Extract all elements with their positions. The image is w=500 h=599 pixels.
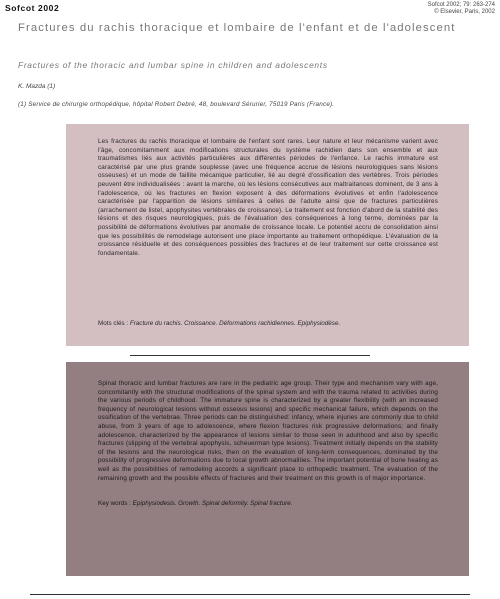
title-french: Fractures du rachis thoracique et lombaire de l'enfant et de l'adolescent (18, 22, 456, 34)
citation-line: Sofcot 2002; 79: 263-274 (427, 2, 495, 8)
keywords-terms: Epiphysiodesis. Growth. Spinal deformity. Spinal fracture. (132, 500, 293, 507)
abstract-english-text: Spinal thoracic and lumbar fractures are rare in the pediatric age group. Their type and mechanism vary with age, concomitantly with the structural modifications of the spinal system and with the trauma related to activities during the various periods of childhood. The immature spine is characterized by a greater flexibility (with an increased frequency of neurological lesions without osseous lesions) and specific mechanical failure, which depends on the ossification of the vertebrae. Three periods can be distinguished: infancy, where injuries are commonly due to child abuse, from 3 years of age to adolescence, where flexion fractures risk progressive deformations; and finally adolescence, characterized by the appearance of lesions similar to those seen in adulthood and also by specific fractures (slipping of the vertebral apophysis, scheuerman type lesions). Treatment initially depends on the stability of the lesions and the neurological risks, then on the evaluation of long-term consequences, dominated by the possibility of progressive deformations due to local growth abnormalities. The important potential of bone healing as well as the possibilities of remodeling accords a significant place to orthopedic treatment. The evaluation of the remaining growth and the possible effects of fractures and their treatment on this growth is of major importance. (98, 380, 438, 482)
abstract-french-box (66, 124, 469, 346)
keywords-english (98, 500, 438, 509)
section-divider (130, 355, 370, 356)
abstract-french-text: Les fractures du rachis thoracique et lombaire de l'enfant sont rares. Leur nature et leur mécanisme varient avec l'âge, concomitamment aux modifications structurales du système rachidien dans son ensemble et aux traumatismes liés aux activités particulières aux différentes périodes de l'enfance. Le rachis immature est caractérisé par une plus grande souplesse (avec une fréquence accrue de lésions neurologiques sans lésions osseuses) et un mode de faillite mécanique particulier, lié au degré d'ossification des vertèbres. Trois périodes peuvent être individualisées : avant la marche, où les lésions consécutives aux maltraitances dominent, de 3 ans à l'adolescence, où les fractures en flexion exposent à des déformations évolutives et enfin l'adolescence caractérisée par l'apparition de lésions similaires à celles de l'adulte ainsi que de fractures particulières (arrachement de listel, apophysites vertébrales de croissance). Le traitement est fonction d'abord de la stabilité des lésions et des risques neurologiques, puis de l'évaluation des conséquences à long terme, dominées par la possibilité de déformations évolutives par anomalie de croissance locale. Le potentiel accru de consolidation ainsi que les possibilités de remodelage autorisent une place importante au traitement orthopédique. L'évaluation de la croissance résiduelle et des conséquences possibles des fractures et de leur traitement sur cette croissance est fondamentale. (98, 138, 438, 257)
title-english: Fractures of the thoracic and lumbar spine in children and adolescents (18, 60, 328, 70)
journal-name: Sofcot 2002 (5, 3, 60, 13)
journal-reference (428, 2, 495, 16)
keywords-french (98, 320, 438, 329)
keywords-label: Key words : (98, 500, 131, 507)
keywords-terms: Fracture du rachis. Croissance. Déformations rachidiennes. Epiphysiodèse. (129, 320, 341, 327)
authors: K. Mazda (1) (18, 83, 56, 90)
abstract-english-box (66, 362, 469, 576)
affiliation: (1) Service de chirurgie orthopédique, hôpital Robert Debré, 48, boulevard Sérurier, 75019 Paris (France). (18, 101, 335, 108)
keywords-label: Mots clés : (98, 320, 129, 327)
copyright-line: © Elsevier, Paris, 2002 (434, 9, 495, 16)
footer-rule (30, 594, 470, 595)
